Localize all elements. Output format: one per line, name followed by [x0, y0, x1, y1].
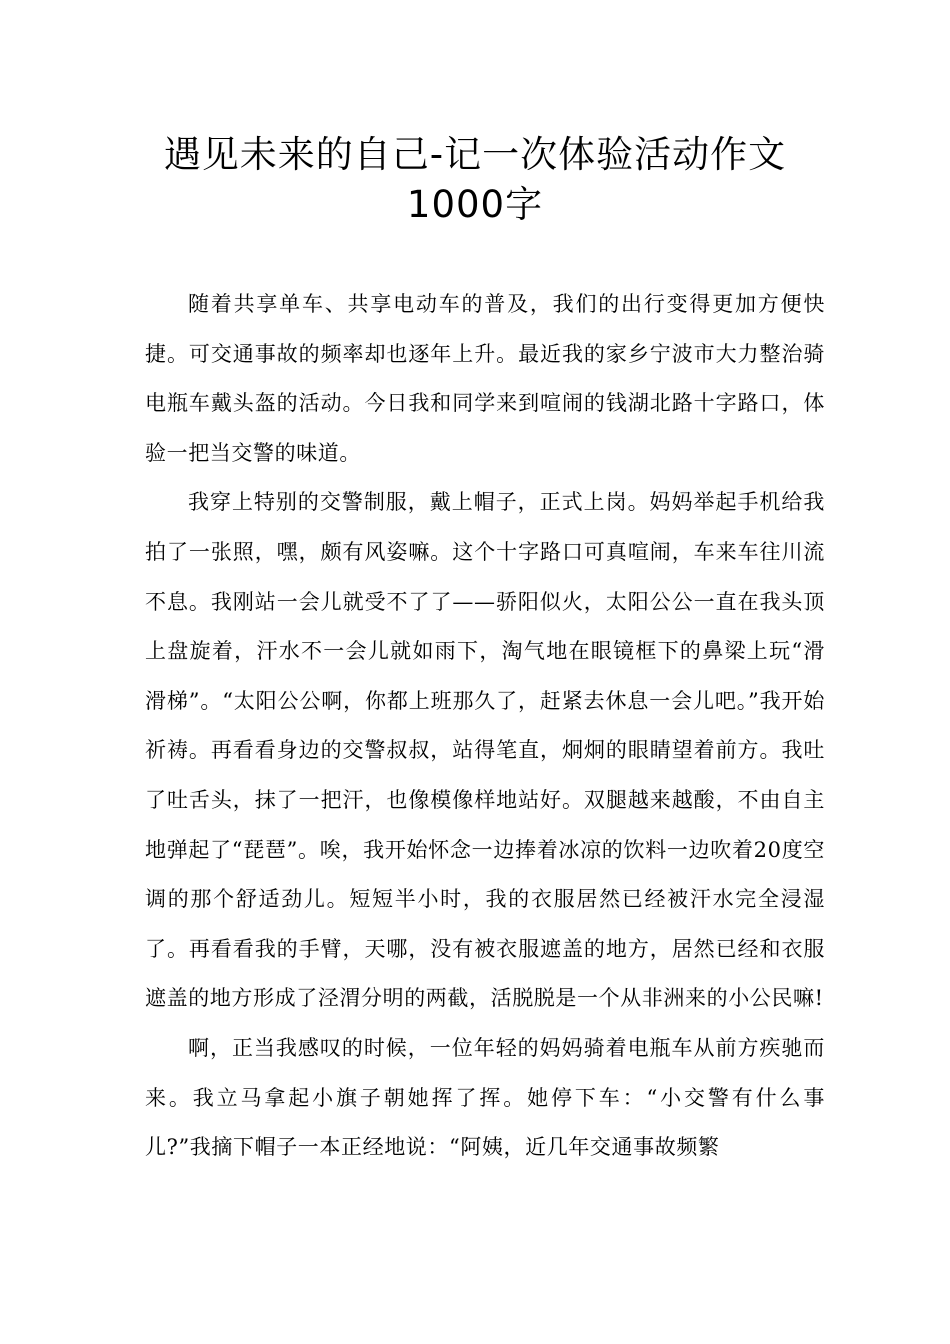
document-title-line-1: 遇见未来的自己-记一次体验活动作文	[163, 133, 787, 176]
paragraph-1: 随着共享单车、共享电动车的普及，我们的出行变得更加方便快捷。可交通事故的频率却也逐年上升。最近我的家乡宁波市大力整治骑电瓶车戴头盔的活动。今日我和同学来到喧闹的钱湖北路十字路口，体验一把当交警的味道。	[145, 292, 825, 465]
document-body	[145, 280, 825, 1173]
paragraph-3: 啊，正当我感叹的时候，一位年轻的妈妈骑着电瓶车从前方疾驰而来。我立马拿起小旗子朝她挥了挥。她停下车：“小交警有什么事儿?”我摘下帽子一本正经地说：“阿姨，近几年交通事故频繁	[145, 1035, 825, 1160]
paragraph-2: 我穿上特别的交警制服，戴上帽子，正式上岗。妈妈举起手机给我拍了一张照，嘿，颇有风姿嘛。这个十字路口可真喧闹，车来车往川流不息。我刚站一会儿就受不了了——骄阳似火，太阳公公一直在我头顶上盘旋着，汗水不一会儿就如雨下，淘气地在眼镜框下的鼻梁上玩“滑滑梯”。“太阳公公啊，你都上班那久了，赶紧去休息一会儿吧。”我开始祈祷。再看看身边的交警叔叔，站得笔直，炯炯的眼睛望着前方。我吐了吐舌头，抹了一把汗，也像模像样地站好。双腿越来越酸，不由自主地弹起了“琵琶”。唉，我开始怀念一边捧着冰凉的饮料一边吹着20度空调的那个舒适劲儿。短短半小时，我的衣服居然已经被汗水完全浸湿了。再看看我的手臂，天哪，没有被衣服遮盖的地方，居然已经和衣服遮盖的地方形成了泾渭分明的两截，活脱脱是一个从非洲来的小公民嘛!	[145, 490, 825, 1011]
document-title-line-2: 1000字	[406, 183, 544, 226]
